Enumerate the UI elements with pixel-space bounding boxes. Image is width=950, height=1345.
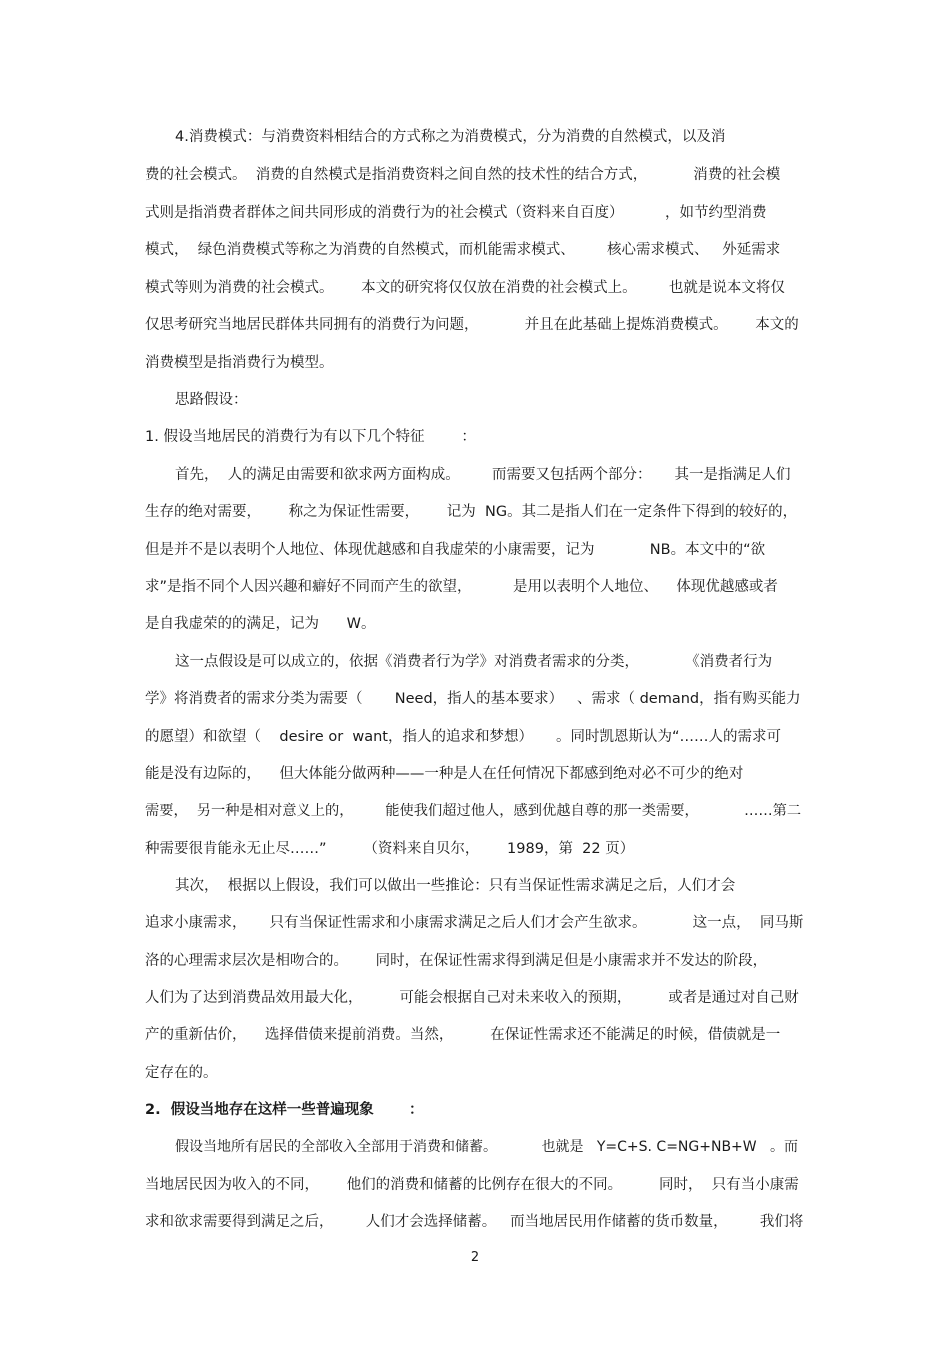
text-line: 求和欲求需要得到满足之后， 人们才会选择储蓄。 而当地居民用作储蓄的货币数量， 我们将 <box>145 1214 804 1230</box>
text-line: 式则是指消费者群体之间共同形成的消费行为的社会模式（资料来自百度） ，如节约型消费 <box>145 205 767 221</box>
list-heading: 2. 假设当地存在这样一些普遍现象 ： <box>145 1102 424 1118</box>
text-line: 种需要很肯能永无止尽……” （资料来自贝尔， 1989，第 22 页） <box>145 841 635 857</box>
text-line: 追求小康需求， 只有当保证性需求和小康需求满足之后人们才会产生欲求。 这一点， 同马斯 <box>145 915 804 931</box>
text-line: 定存在的。 <box>145 1065 218 1081</box>
text-line: 能是没有边际的， 但大体能分做两种——一种是人在任何情况下都感到绝对必不可少的绝对 <box>145 766 744 782</box>
text-line: 需要， 另一种是相对意义上的， 能使我们超过他人，感到优越自尊的那一类需要， ……第二 <box>145 803 802 819</box>
text-line: 洛的心理需求层次是相吻合的。 同时，在保证性需求得到满足但是小康需求并不发达的阶段， <box>145 953 768 969</box>
text-line: 4.消费模式：与消费资料相结合的方式称之为消费模式，分为消费的自然模式，以及消 <box>175 129 726 145</box>
text-line: 求”是指不同个人因兴趣和癖好不同而产生的欲望， 是用以表明个人地位、 体现优越感或者 <box>145 579 778 595</box>
text-line: 仅思考研究当地居民群体共同拥有的消费行为问题， 并且在此基础上提炼消费模式。 本文的 <box>145 317 799 333</box>
text-line: 其次， 根据以上假设，我们可以做出一些推论：只有当保证性需求满足之后，人们才会 <box>175 878 736 894</box>
text-line: 产的重新估价， 选择借债来提前消费。当然， 在保证性需求还不能满足的时候，借债就是一 <box>145 1027 781 1043</box>
text-line: 当地居民因为收入的不同， 他们的消费和储蓄的比例存在很大的不同。 同时， 只有当小康需 <box>145 1177 799 1193</box>
text-line: 这一点假设是可以成立的，依据《消费者行为学》对消费者需求的分类， 《消费者行为 <box>175 654 773 670</box>
text-line: 学》将消费者的需求分类为需要（ Need，指人的基本要求） 、需求（ demand，指有购买能力 <box>145 691 801 707</box>
text-line: 首先， 人的满足由需要和欲求两方面构成。 而需要又包括两个部分： 其一是指满足人们 <box>175 467 791 483</box>
text-line: 人们为了达到消费品效用最大化， 可能会根据自己对未来收入的预期， 或者是通过对自己财 <box>145 990 799 1006</box>
section-heading: 思路假设： <box>175 392 248 408</box>
list-heading: 1. 假设当地居民的消费行为有以下几个特征 ： <box>145 429 476 445</box>
page-number: 2 <box>470 1250 480 1265</box>
text-line: 的愿望）和欲望（ desire or want，指人的追求和梦想） 。同时凯恩斯认为“……人的需求可 <box>145 729 782 745</box>
text-line: 消费模型是指消费行为模型。 <box>145 355 334 371</box>
text-line: 生存的绝对需要， 称之为保证性需要， 记为 NG。其二是指人们在一定条件下得到的较好的， <box>145 504 798 520</box>
text-line: 费的社会模式。 消费的自然模式是指消费资料之间自然的技术性的结合方式， 消费的社会模 <box>145 167 781 183</box>
text-line: 模式， 绿色消费模式等称之为消费的自然模式，而机能需求模式、 核心需求模式、 外延需求 <box>145 242 781 258</box>
text-line: 但是并不是以表明个人地位、体现优越感和自我虚荣的小康需要，记为 NB。本文中的“欲 <box>145 542 766 558</box>
text-line: 假设当地所有居民的全部收入全部用于消费和储蓄。 也就是 Y=C+S. C=NG+NB+W 。而 <box>175 1139 798 1155</box>
text-line: 是自我虚荣的的满足，记为 W。 <box>145 616 376 632</box>
text-line: 模式等则为消费的社会模式。 本文的研究将仅仅放在消费的社会模式上。 也就是说本文将仅 <box>145 280 785 296</box>
